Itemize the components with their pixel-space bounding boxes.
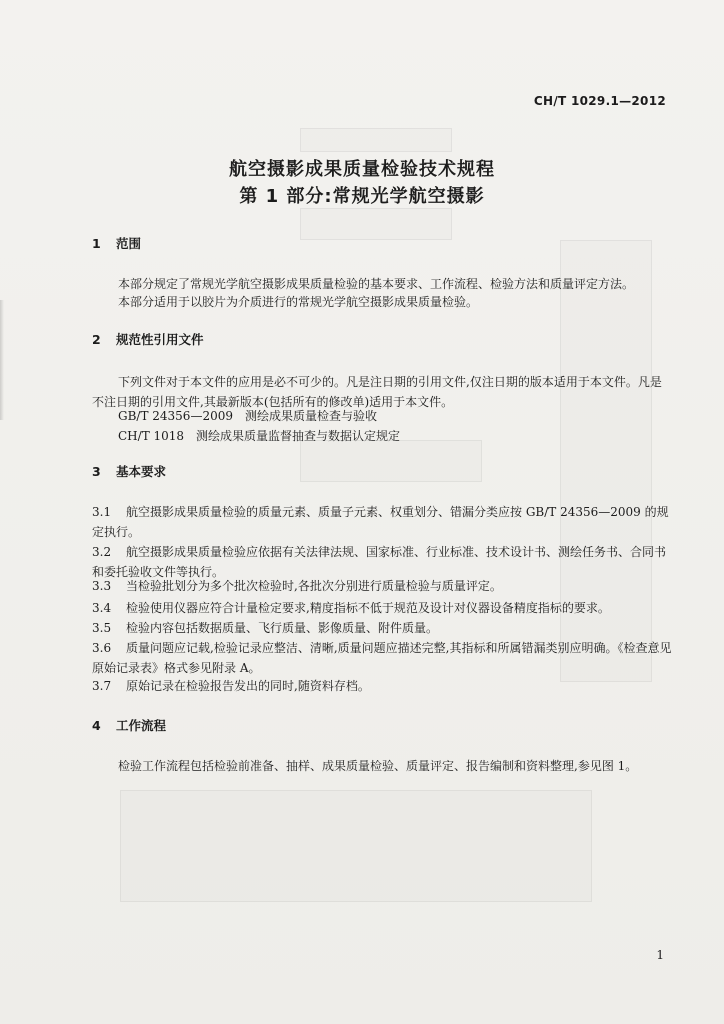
section-heading-references: [92, 330, 204, 348]
show-through-box: [120, 790, 592, 902]
clause-text: 质量问题应记载,检验记录应整洁、清晰,质量问题应描述完整,其指标和所属错漏类别应明确。《检查意见原始记录表》格式参见附录 A。: [92, 641, 672, 675]
clause-number: 3.4: [92, 601, 112, 615]
show-through-box: [300, 128, 452, 152]
show-through-box: [300, 208, 452, 240]
section-title: 工作流程: [116, 718, 167, 733]
section-number: 4: [92, 718, 101, 733]
section-title: 范围: [116, 236, 142, 251]
clause-item: [92, 638, 674, 678]
clause-text: 原始记录在检验报告发出的同时,随资料存档。: [126, 679, 370, 693]
clause-number: 3.1: [92, 505, 112, 519]
clause-number: 3.2: [92, 545, 112, 559]
section-heading-requirements: [92, 462, 166, 480]
section-number: 1: [92, 236, 101, 251]
clause-number: 3.5: [92, 621, 112, 635]
clause-text: 检验使用仪器应符合计量检定要求,精度指标不低于规范及设计对仪器设备精度指标的要求。: [126, 601, 610, 615]
clause-item: [92, 502, 674, 542]
document-title: 航空摄影成果质量检验技术规程: [229, 159, 495, 180]
binding-shadow: [0, 300, 4, 420]
paragraph: 本部分规定了常规光学航空摄影成果质量检验的基本要求、工作流程、检验方法和质量评定方法。: [118, 277, 635, 291]
clause-item: [92, 598, 674, 618]
clause-text: 航空摄影成果质量检验应依据有关法律法规、国家标准、行业标准、技术设计书、测绘任务书、合同书和委托验收文件等执行。: [92, 545, 667, 579]
clause-text: 航空摄影成果质量检验的质量元素、质量子元素、权重划分、错漏分类应按 GB/T 24356—2009 的规定执行。: [92, 505, 669, 539]
clause-item: [92, 676, 674, 696]
section-title: 基本要求: [116, 464, 167, 479]
section-heading-workflow: [92, 716, 166, 734]
clause-item: [92, 618, 674, 638]
clause-number: 3.6: [92, 641, 112, 655]
document-subtitle: 第 1 部分:常规光学航空摄影: [239, 186, 485, 207]
page-number: 1: [656, 948, 664, 962]
reference-item: CH/T 1018 测绘成果质量监督抽查与数据认定规定: [118, 429, 401, 443]
section-number: 2: [92, 332, 101, 347]
section-number: 3: [92, 464, 101, 479]
clause-item: [92, 576, 674, 596]
clause-number: 3.7: [92, 679, 112, 693]
clause-text: 当检验批划分为多个批次检验时,各批次分别进行质量检验与质量评定。: [126, 579, 502, 593]
clause-text: 检验内容包括数据质量、飞行质量、影像质量、附件质量。: [126, 621, 439, 635]
clause-number: 3.3: [92, 579, 112, 593]
paragraph: 检验工作流程包括检验前准备、抽样、成果质量检验、质量评定、报告编制和资料整理,参见图 1。: [118, 759, 638, 773]
paragraph: 本部分适用于以胶片为介质进行的常规光学航空摄影成果质量检验。: [118, 295, 479, 309]
section-title: 规范性引用文件: [116, 332, 204, 347]
show-through-box: [300, 440, 482, 482]
section-heading-scope: [92, 234, 141, 252]
reference-item: GB/T 24356—2009 测绘成果质量检查与验收: [118, 409, 377, 423]
standard-code: CH/T 1029.1—2012: [533, 94, 666, 108]
paragraph: 下列文件对于本文件的应用是必不可少的。凡是注日期的引用文件,仅注日期的版本适用于本文件。凡是不注日期的引用文件,其最新版本(包括所有的修改单)适用于本文件。: [92, 375, 662, 409]
